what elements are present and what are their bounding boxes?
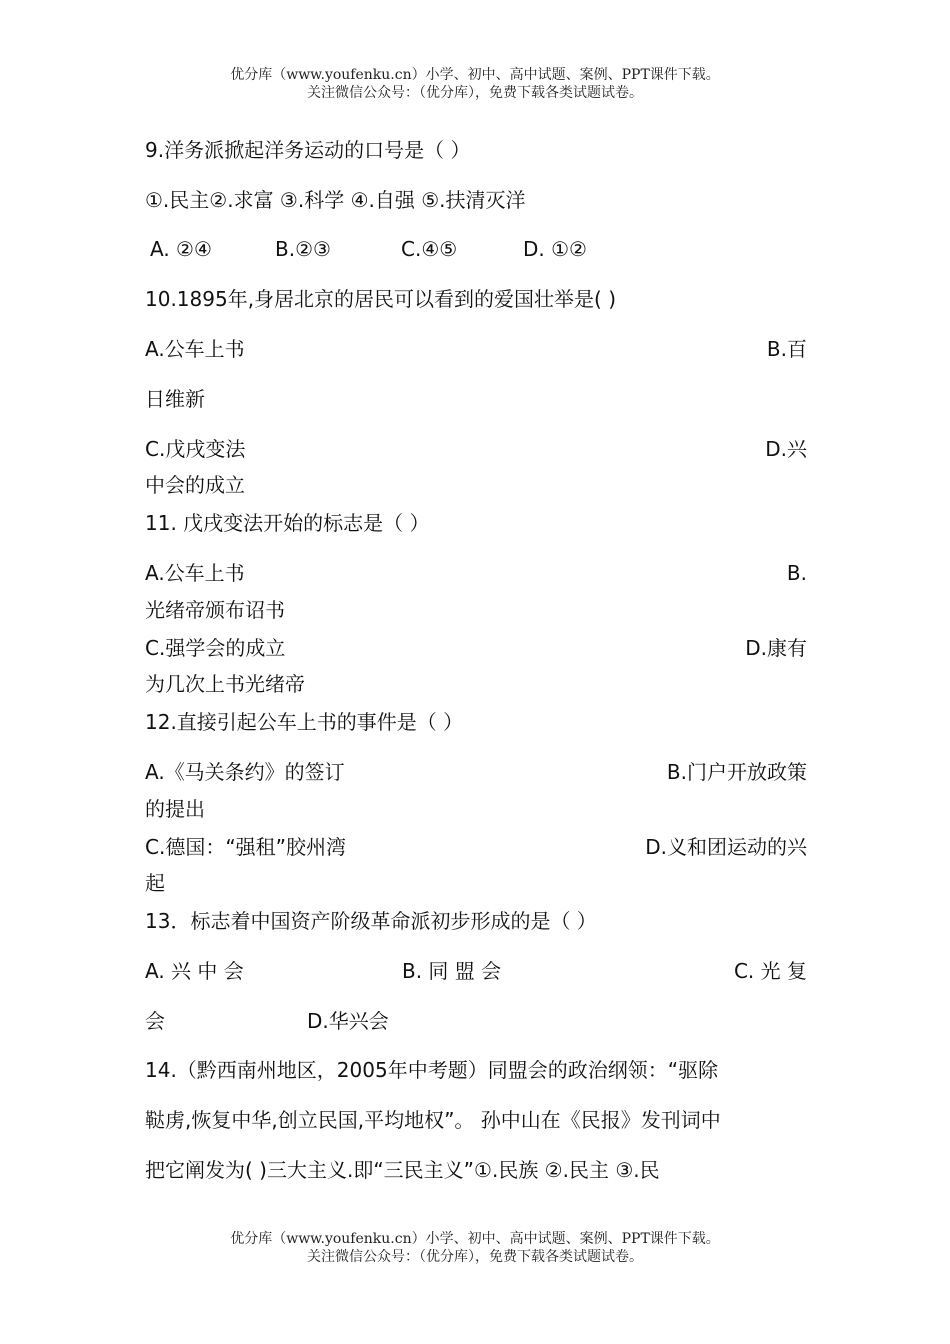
q11-row-ab bbox=[145, 560, 807, 586]
q10-row-cd bbox=[145, 436, 807, 462]
q10-option-b: B.百 bbox=[766, 337, 807, 361]
q11-option-a: A.公车上书 bbox=[145, 561, 245, 585]
q11-option-b: B. bbox=[786, 561, 807, 585]
q9-items: ①.民主②.求富 ③.科学 ④.自强 ⑤.扶清灭洋 bbox=[145, 188, 526, 212]
q12-option-b: B.门户开放政策 bbox=[666, 760, 807, 784]
q14-line-3: 把它阐发为( )三大主义.即“三民主义”①.民族 ②.民主 ③.民 bbox=[145, 1158, 660, 1182]
q12-option-d-cont: 起 bbox=[145, 871, 165, 895]
q9-option-c: C.④⑤ bbox=[401, 237, 458, 261]
footer-line-1: 优分库（www.youfenku.cn）小学、初中、高中试题、案例、PPT课件下载。 bbox=[230, 1231, 720, 1247]
q12-row-ab bbox=[145, 759, 807, 785]
q9-option-d: D. ①② bbox=[523, 237, 587, 261]
q11-row-cd bbox=[145, 635, 807, 661]
q10-stem: 10.1895年,身居北京的居民可以看到的爱国壮举是( ) bbox=[145, 287, 617, 311]
q13-stem: 13．标志着中国资产阶级革命派初步形成的是（ ） bbox=[145, 909, 597, 933]
q12-option-b-cont: 的提出 bbox=[145, 797, 205, 821]
q13-row-abc bbox=[145, 958, 807, 984]
q11-option-c: C.强学会的成立 bbox=[145, 636, 286, 660]
q10-option-d-cont: 中会的成立 bbox=[145, 473, 245, 497]
q9-stem: 9.洋务派掀起洋务运动的口号是（ ） bbox=[145, 138, 471, 162]
q10-row-ab bbox=[145, 336, 807, 362]
header-line-2: 关注微信公众号：（优分库），免费下载各类试题试卷。 bbox=[307, 85, 643, 101]
q13-row-d bbox=[145, 1008, 807, 1034]
footer-line-2: 关注微信公众号：（优分库），免费下载各类试题试卷。 bbox=[307, 1249, 643, 1265]
q9-option-a: A. ②④ bbox=[150, 237, 212, 261]
q9-options bbox=[145, 236, 807, 262]
q11-option-d: D.康有 bbox=[745, 636, 807, 660]
q10-option-a: A.公车上书 bbox=[145, 337, 245, 361]
q14-line-2: 鞑虏,恢复中华,创立民国,平均地权”。 孙中山在《民报》发刊词中 bbox=[145, 1108, 721, 1132]
q10-option-c: C.戊戌变法 bbox=[145, 437, 246, 461]
q12-stem: 12.直接引起公车上书的事件是（ ） bbox=[145, 710, 464, 734]
q11-option-b-cont: 光绪帝颁布诏书 bbox=[145, 598, 285, 622]
q10-option-b-cont: 日维新 bbox=[145, 387, 205, 411]
q13-option-a: A. 兴 中 会 bbox=[145, 959, 244, 983]
q12-option-d: D.义和团运动的兴 bbox=[645, 835, 807, 859]
q13-option-b: B. 同 盟 会 bbox=[402, 959, 502, 983]
q13-option-d: D.华兴会 bbox=[307, 1009, 389, 1033]
q10-option-d: D.兴 bbox=[765, 437, 807, 461]
q14-line-1: 14.（黔西南州地区，2005年中考题）同盟会的政治纲领：“驱除 bbox=[145, 1058, 719, 1082]
q9-option-b: B.②③ bbox=[275, 237, 331, 261]
q12-row-cd bbox=[145, 834, 807, 860]
header-line-1: 优分库（www.youfenku.cn）小学、初中、高中试题、案例、PPT课件下载。 bbox=[230, 67, 720, 83]
q11-stem: 11. 戊戌变法开始的标志是（ ） bbox=[145, 511, 430, 535]
q13-option-c-cont: 会 bbox=[145, 1009, 165, 1033]
q12-option-a: A.《马关条约》的签订 bbox=[145, 760, 345, 784]
q11-option-d-cont: 为几次上书光绪帝 bbox=[145, 672, 305, 696]
q12-option-c: C.德国：“强租”胶州湾 bbox=[145, 835, 347, 859]
q13-option-c: C. 光 复 bbox=[733, 959, 807, 983]
